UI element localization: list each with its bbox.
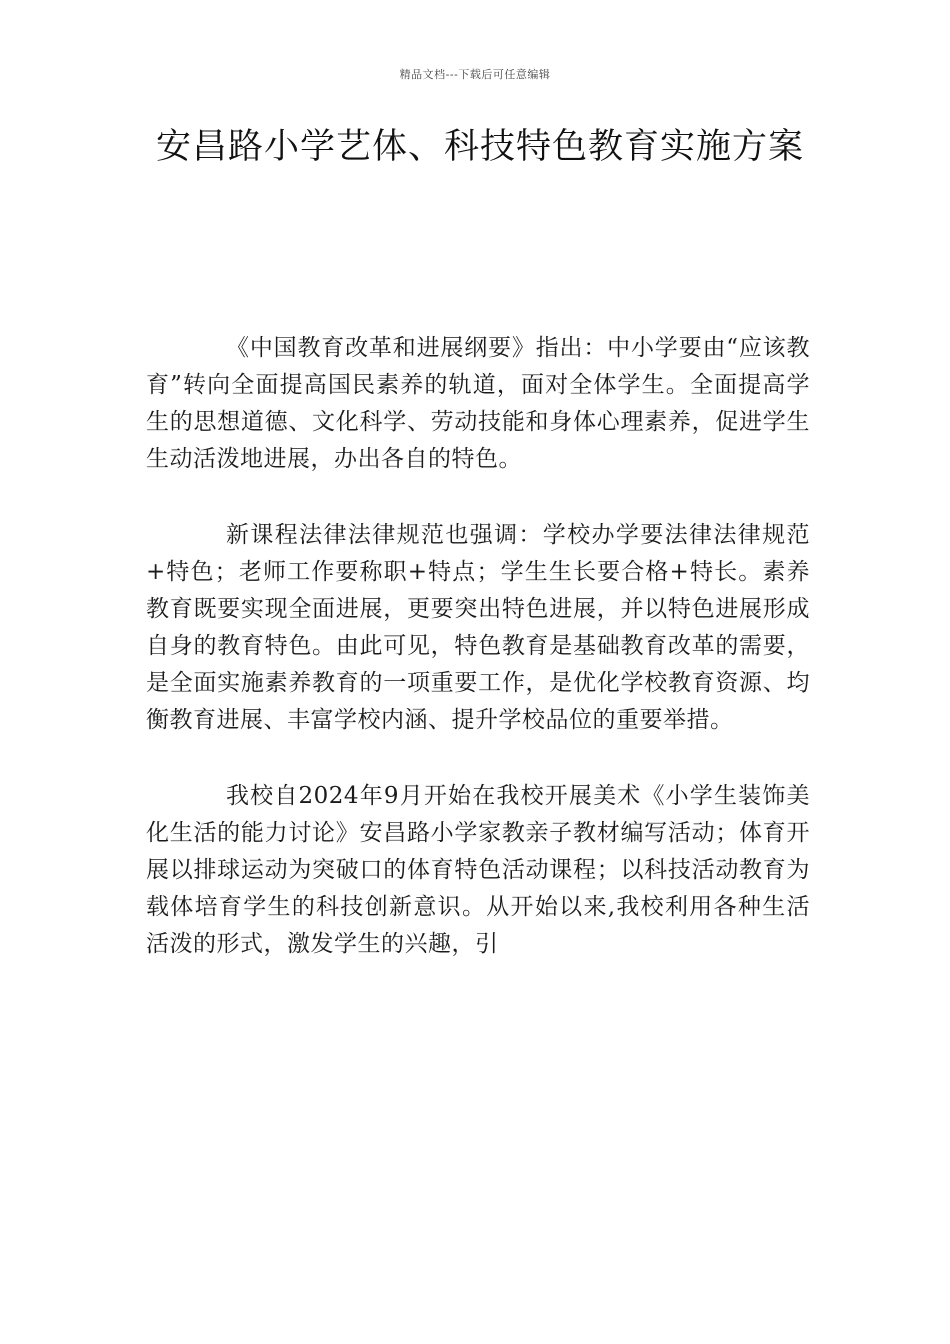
document-title: 安昌路小学艺体、科技特色教育实施方案 [155, 127, 804, 167]
paragraph-1: 《中国教育改革和进展纲要》指出：中小学要由“应该教育”转向全面提高国民素养的轨道，面对全体学生。全面提高学生的思想道德、文化科学、劳动技能和身体心理素养，促进学生生动活泼地进展，办出各自的特色。 [146, 335, 810, 472]
paragraph-2: 新课程法律法律规范也强调：学校办学要法律法律规范+特色；老师工作要称职+特点；学生生长要合格+特长。素养教育既要实现全面进展，更要突出特色进展，并以特色进展形成自身的教育特色。由此可见，特色教育是基础教育改革的需要，是全面实施素养教育的一项重要工作，是优化学校教育资源、均衡教育进展、丰富学校内涵、提升学校品位的重要举措。 [146, 522, 810, 733]
document-body [146, 330, 810, 963]
paragraph-3: 我校自2024年9月开始在我校开展美术《小学生装饰美化生活的能力讨论》安昌路小学家教亲子教材编写活动；体育开展以排球运动为突破口的体育特色活动课程；以科技活动教育为载体培育学生的科技创新意识。从开始以来,我校利用各种生活活泼的形式，激发学生的兴趣，引 [146, 783, 810, 957]
header-note: 精品文档---下载后可任意编辑 [399, 68, 551, 81]
